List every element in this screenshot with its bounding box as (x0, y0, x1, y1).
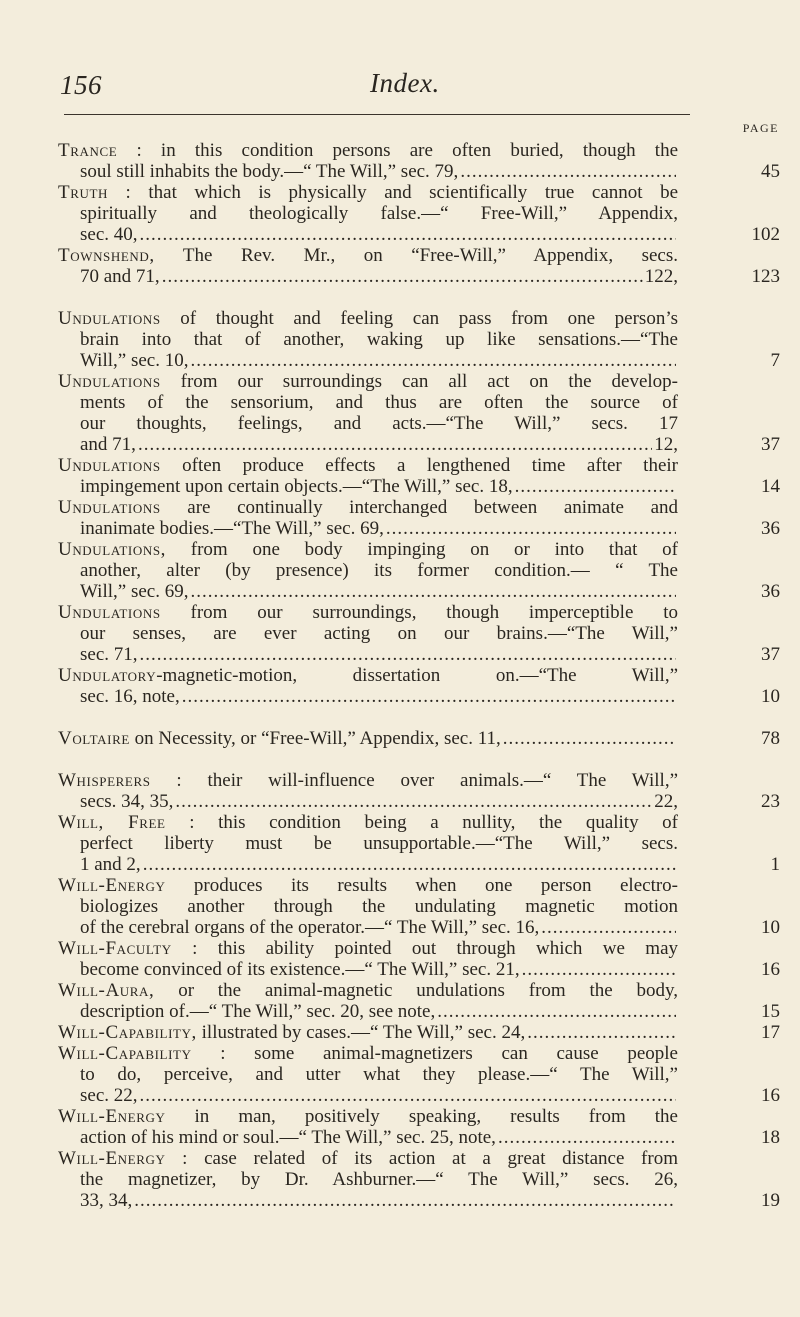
entry-line (58, 539, 780, 560)
entry-heading: Undulations (58, 497, 161, 518)
entry-text: : in this condition persons are often buried, though the (136, 140, 679, 161)
entry-heading: Will-Energy (58, 875, 166, 896)
dot-leader (190, 581, 676, 602)
index-entry (58, 812, 780, 875)
index-entry (58, 1022, 780, 1043)
entry-page-number: 10 (761, 917, 780, 938)
entry-text: biologizes another through the undulating magnetic motion (80, 896, 678, 917)
entry-text: produces its results when one person electro- (193, 875, 678, 896)
dot-leader (175, 791, 652, 812)
entry-text: of thought and feeling can pass from one person’s (180, 308, 678, 329)
entry-text: soul still inhabits the body.—“ The Will,” sec. 79, (80, 161, 459, 182)
entry-text: of the cerebral organs of the operator.—“ The Will,” sec. 16, (80, 917, 540, 938)
entry-text: become convinced of its existence.—“ The Will,” sec. 21, (80, 959, 520, 980)
entry-line (58, 875, 780, 896)
running-title: Index. (370, 68, 440, 98)
entry-page-number: 10 (761, 686, 780, 707)
entry-text: are continually interchanged between animate and (187, 497, 679, 518)
index-entry (58, 602, 780, 665)
entry-line (58, 770, 780, 791)
index-entry (58, 1148, 780, 1211)
entry-first-page: 122, (644, 266, 678, 287)
entry-text: -magnetic-motion, dissertation on.—“The Will,” (156, 665, 678, 686)
dot-leader (138, 434, 652, 455)
entry-first-page: 22, (654, 791, 678, 812)
entry-text: inanimate bodies.—“The Will,” sec. 69, (80, 518, 384, 539)
entry-heading: Will-Aura, (58, 980, 155, 1001)
entry-heading: Will-Capability, (58, 1022, 197, 1043)
entry-text: action of his mind or soul.—“ The Will,” sec. 25, note, (80, 1127, 496, 1148)
entry-page-number: 23 (761, 791, 780, 812)
entry-page-number: 1 (770, 854, 780, 875)
entry-line (58, 161, 678, 182)
entry-page-number: 36 (761, 518, 780, 539)
entry-heading: Undulations (58, 371, 161, 392)
entry-line (58, 665, 780, 686)
index-entry (58, 938, 780, 980)
entry-text: to do, perceive, and utter what they please.—“ The Will,” (80, 1064, 678, 1085)
entry-text: or the animal-magnetic undulations from the body, (178, 980, 678, 1001)
entry-line (58, 581, 678, 602)
entry-line (58, 1106, 780, 1127)
entry-text: : this ability pointed out through which we may (192, 938, 678, 959)
entry-page-number: 78 (761, 728, 780, 749)
entry-text: sec. 22, (80, 1085, 138, 1106)
entry-line (58, 1148, 780, 1169)
entry-line (58, 938, 780, 959)
entry-heading: Undulations (58, 308, 161, 329)
entry-page-number: 7 (770, 350, 780, 371)
entry-line (58, 1190, 678, 1211)
entry-text: : some animal-magnetizers can cause people (220, 1043, 678, 1064)
index-entry (58, 1106, 780, 1148)
entry-text: The Rev. Mr., on “Free-Will,” Appendix, secs. (182, 245, 678, 266)
entry-line (58, 896, 780, 917)
entry-text: another, alter (by presence) its former condition.— “ The (80, 560, 678, 581)
entry-heading: Voltaire (58, 728, 130, 749)
dot-leader (190, 350, 676, 371)
index-entry (58, 980, 780, 1022)
entry-line (58, 980, 780, 1001)
entry-line (58, 266, 678, 287)
entry-line (58, 602, 780, 623)
entry-heading: Will, Free (58, 812, 166, 833)
entry-text: from our surroundings can all act on the develop- (180, 371, 679, 392)
page-column-label: PAGE (742, 121, 779, 135)
entry-line (58, 1169, 780, 1190)
entry-text: : their will-influence over animals.—“ The Will,” (176, 770, 679, 791)
entry-line (58, 1001, 678, 1022)
entry-page-number: 19 (761, 1190, 780, 1211)
entry-page-number: 36 (761, 581, 780, 602)
header-rule (64, 114, 690, 115)
entry-line (58, 455, 780, 476)
entry-heading: Trance (58, 140, 118, 161)
dot-leader (498, 1127, 676, 1148)
index-entry (58, 665, 780, 707)
entry-line (58, 413, 780, 434)
entry-text: perfect liberty must be unsupportable.—“The Will,” secs. (80, 833, 678, 854)
dot-leader (522, 959, 676, 980)
entry-heading: Will-Energy (58, 1148, 166, 1169)
entry-text: : case related of its action at a great distance from (182, 1148, 678, 1169)
entry-line (58, 476, 678, 497)
entry-line (58, 329, 780, 350)
dot-leader (143, 854, 676, 875)
entry-text: description of.—“ The Will,” sec. 20, see note, (80, 1001, 436, 1022)
entry-text: sec. 71, (80, 644, 138, 665)
entry-heading: Undulations (58, 455, 161, 476)
entry-text: 70 and 71, (80, 266, 160, 287)
entry-page-number: 102 (751, 224, 780, 245)
entry-line (58, 350, 678, 371)
entry-heading: Whisperers (58, 770, 151, 791)
entry-heading: Undulatory (58, 665, 157, 686)
entry-text: illustrated by cases.—“ The Will,” sec. 24, (201, 1022, 526, 1043)
entry-text: Will,” sec. 10, (80, 350, 189, 371)
entry-text: from our surroundings, though imperceptible to (190, 602, 679, 623)
index-entry (58, 497, 780, 539)
entry-line (58, 1043, 780, 1064)
entry-text: our thoughts, feelings, and acts.—“The Will,” secs. 17 (80, 413, 678, 434)
entry-text: 33, 34, (80, 1190, 133, 1211)
entry-text: 1 and 2, (80, 854, 141, 875)
entry-page-number: 17 (761, 1022, 780, 1043)
entry-text: secs. 34, 35, (80, 791, 174, 812)
entry-text: and 71, (80, 434, 136, 455)
entry-heading: Townshend, (58, 245, 155, 266)
entry-page-number: 16 (761, 1085, 780, 1106)
entry-text: sec. 40, (80, 224, 138, 245)
index-entry (58, 875, 780, 938)
index-entry (58, 182, 780, 245)
index-entry (58, 539, 780, 602)
entry-line (58, 371, 780, 392)
entry-first-page: 12, (654, 434, 678, 455)
entry-page-number: 37 (761, 644, 780, 665)
index-entry (58, 770, 780, 812)
entry-text: : this condition being a nullity, the quality of (189, 812, 679, 833)
entry-page-number: 15 (761, 1001, 780, 1022)
dot-leader (541, 917, 676, 938)
page-number: 156 (60, 70, 102, 100)
dot-leader (437, 1001, 676, 1022)
entry-line (58, 203, 780, 224)
index-entry (58, 140, 780, 182)
entry-heading: Will-Capability (58, 1043, 192, 1064)
entry-line (58, 791, 678, 812)
entry-page-number: 123 (751, 266, 780, 287)
entry-text: on Necessity, or “Free-Will,” Appendix, sec. 11, (134, 728, 501, 749)
entry-heading: Undulations (58, 602, 161, 623)
dot-leader (460, 161, 676, 182)
dot-leader (162, 266, 643, 287)
index-entries (58, 140, 780, 1211)
dot-leader (140, 224, 676, 245)
entry-text: from one body impinging on or into that of (190, 539, 679, 560)
entry-line (58, 434, 678, 455)
entry-line (58, 1127, 678, 1148)
entry-line (58, 392, 780, 413)
entry-line (58, 854, 678, 875)
entry-heading: Truth (58, 182, 108, 203)
entry-line (58, 686, 678, 707)
entry-line (58, 182, 780, 203)
entry-heading: Will-Faculty (58, 938, 172, 959)
entry-line (58, 140, 780, 161)
entry-text: : that which is physically and scientifically true cannot be (125, 182, 679, 203)
entry-line (58, 308, 780, 329)
entry-page-number: 16 (761, 959, 780, 980)
index-entry (58, 728, 780, 749)
entry-line (58, 917, 678, 938)
entry-line (58, 1064, 780, 1085)
dot-leader (386, 518, 676, 539)
index-entry (58, 371, 780, 455)
index-entry (58, 455, 780, 497)
entry-line (58, 728, 678, 749)
dot-leader (515, 476, 676, 497)
entry-text: ments of the sensorium, and thus are often the source of (80, 392, 678, 413)
entry-line (58, 497, 780, 518)
entry-line (58, 1022, 678, 1043)
dot-leader (182, 686, 676, 707)
index-entry (58, 308, 780, 371)
entry-line (58, 812, 780, 833)
dot-leader (140, 644, 676, 665)
entry-line (58, 959, 678, 980)
entry-line (58, 644, 678, 665)
entry-line (58, 224, 678, 245)
entry-text: in man, positively speaking, results from the (194, 1106, 678, 1127)
entry-page-number: 18 (761, 1127, 780, 1148)
dot-leader (527, 1022, 676, 1043)
entry-text: often produce effects a lengthened time after their (182, 455, 679, 476)
entry-line (58, 833, 780, 854)
dot-leader (140, 1085, 676, 1106)
dot-leader (503, 728, 676, 749)
entry-text: brain into that of another, waking up like sensations.—“The (80, 329, 678, 350)
entry-text: impingement upon certain objects.—“The Will,” sec. 18, (80, 476, 513, 497)
entry-page-number: 45 (761, 161, 780, 182)
entry-text: sec. 16, note, (80, 686, 180, 707)
entry-line (58, 518, 678, 539)
entry-line (58, 623, 780, 644)
entry-heading: Undulations, (58, 539, 167, 560)
entry-text: Will,” sec. 69, (80, 581, 189, 602)
dot-leader (134, 1190, 676, 1211)
index-entry (58, 245, 780, 287)
entry-line (58, 1085, 678, 1106)
entry-line (58, 560, 780, 581)
entry-page-number: 14 (761, 476, 780, 497)
entry-text: the magnetizer, by Dr. Ashburner.—“ The Will,” secs. 26, (80, 1169, 678, 1190)
entry-text: spiritually and theologically false.—“ Free-Will,” Appendix, (80, 203, 678, 224)
index-entry (58, 1043, 780, 1106)
entry-line (58, 245, 780, 266)
entry-text: our senses, are ever acting on our brains.—“The Will,” (80, 623, 678, 644)
entry-page-number: 37 (761, 434, 780, 455)
entry-heading: Will-Energy (58, 1106, 166, 1127)
